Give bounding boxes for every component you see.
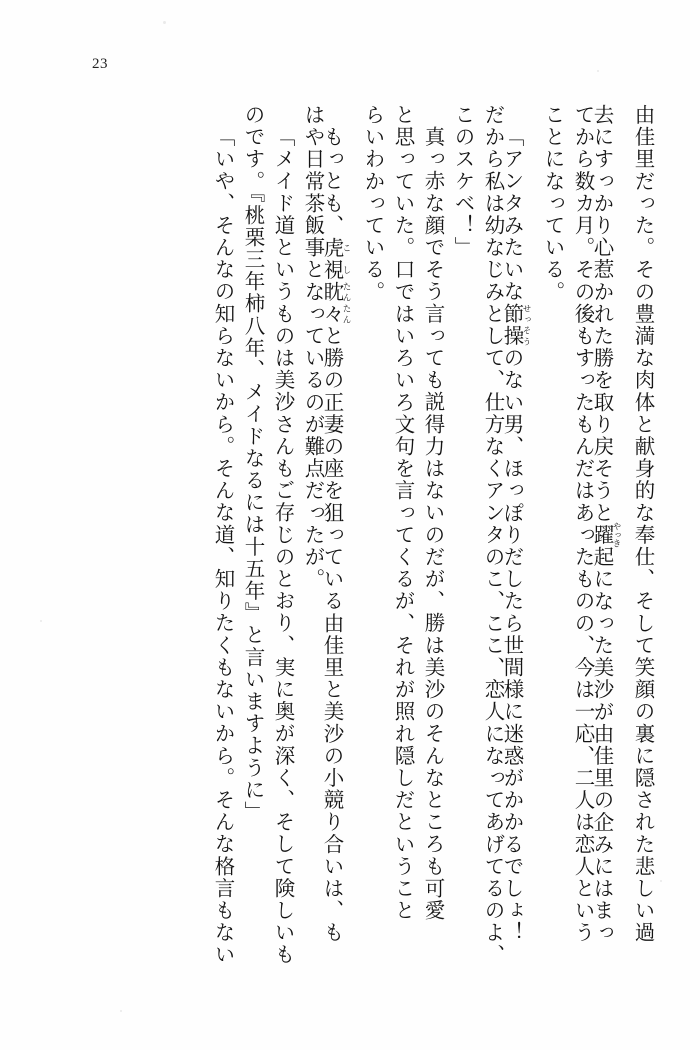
- scan-speck: [120, 1010, 122, 1012]
- page-number: 23: [92, 56, 108, 72]
- text-line-line-06: だから私は幼なじみとして、仕方なくアンタのこ、ここ、恋人になってあげてるのよ、: [481, 104, 503, 966]
- text-line-line-04: ことになっている。: [541, 104, 563, 303]
- text-line-line-07: このスケベ！」: [451, 104, 473, 259]
- scan-speck: [40, 620, 42, 622]
- text-line-line-05: 「アンタみたいな節操 せっそうのない男、ほっぽりだしたら世間様に迷惑がかかるでしょ！: [500, 126, 532, 944]
- scan-speck: [660, 880, 662, 882]
- text-line-line-12: はや日常茶飯事となっているのが難点だったが。: [301, 104, 323, 591]
- text-line-line-02: 去にすっかり心惹かれた勝を取り戻そうと躍 やっき起になった美沙が由佳里の企みにはまっ: [590, 104, 622, 944]
- text-line-line-01: 由佳里だった。その豊満な肉体と献身的な奉仕、そして笑顔の裏に隠された悲しい過: [631, 104, 653, 944]
- text-line-line-14: のです。『桃栗三年柿八年、メイドなるには十五年』と言いますように」: [241, 104, 263, 824]
- text-line-line-08: 真っ赤な顔でそう言っても説得力はないのだが、勝は美沙のそんなところも可愛: [421, 126, 443, 922]
- scan-speck: [597, 70, 599, 72]
- text-line-line-13: 「メイド道というものは美沙さんもご存じのとおり、実に奥が深く、そして険しいも: [271, 126, 293, 966]
- text-line-line-09: と思っていた。口ではいろいろ文句を言ってくるが、それが照れ隠しだということ: [391, 104, 413, 922]
- text-line-line-15: 「いや、そんなの知らないから。そんな道、知りたくもないから。そんな格言もない: [211, 126, 233, 966]
- text-line-line-11: もっとも、虎 こ視 し眈々 たんたんと勝の正妻の座を狙っている由佳里と美沙の小競り合いは、も: [320, 126, 352, 944]
- text-line-line-03: てから数カ月。その後もすったもんだはあったものの、今は一応、二人は恋人という: [571, 104, 593, 944]
- vertical-text-body: [60, 104, 652, 984]
- scan-speck: [163, 21, 166, 24]
- text-line-line-10: らいわかっている。: [361, 104, 383, 303]
